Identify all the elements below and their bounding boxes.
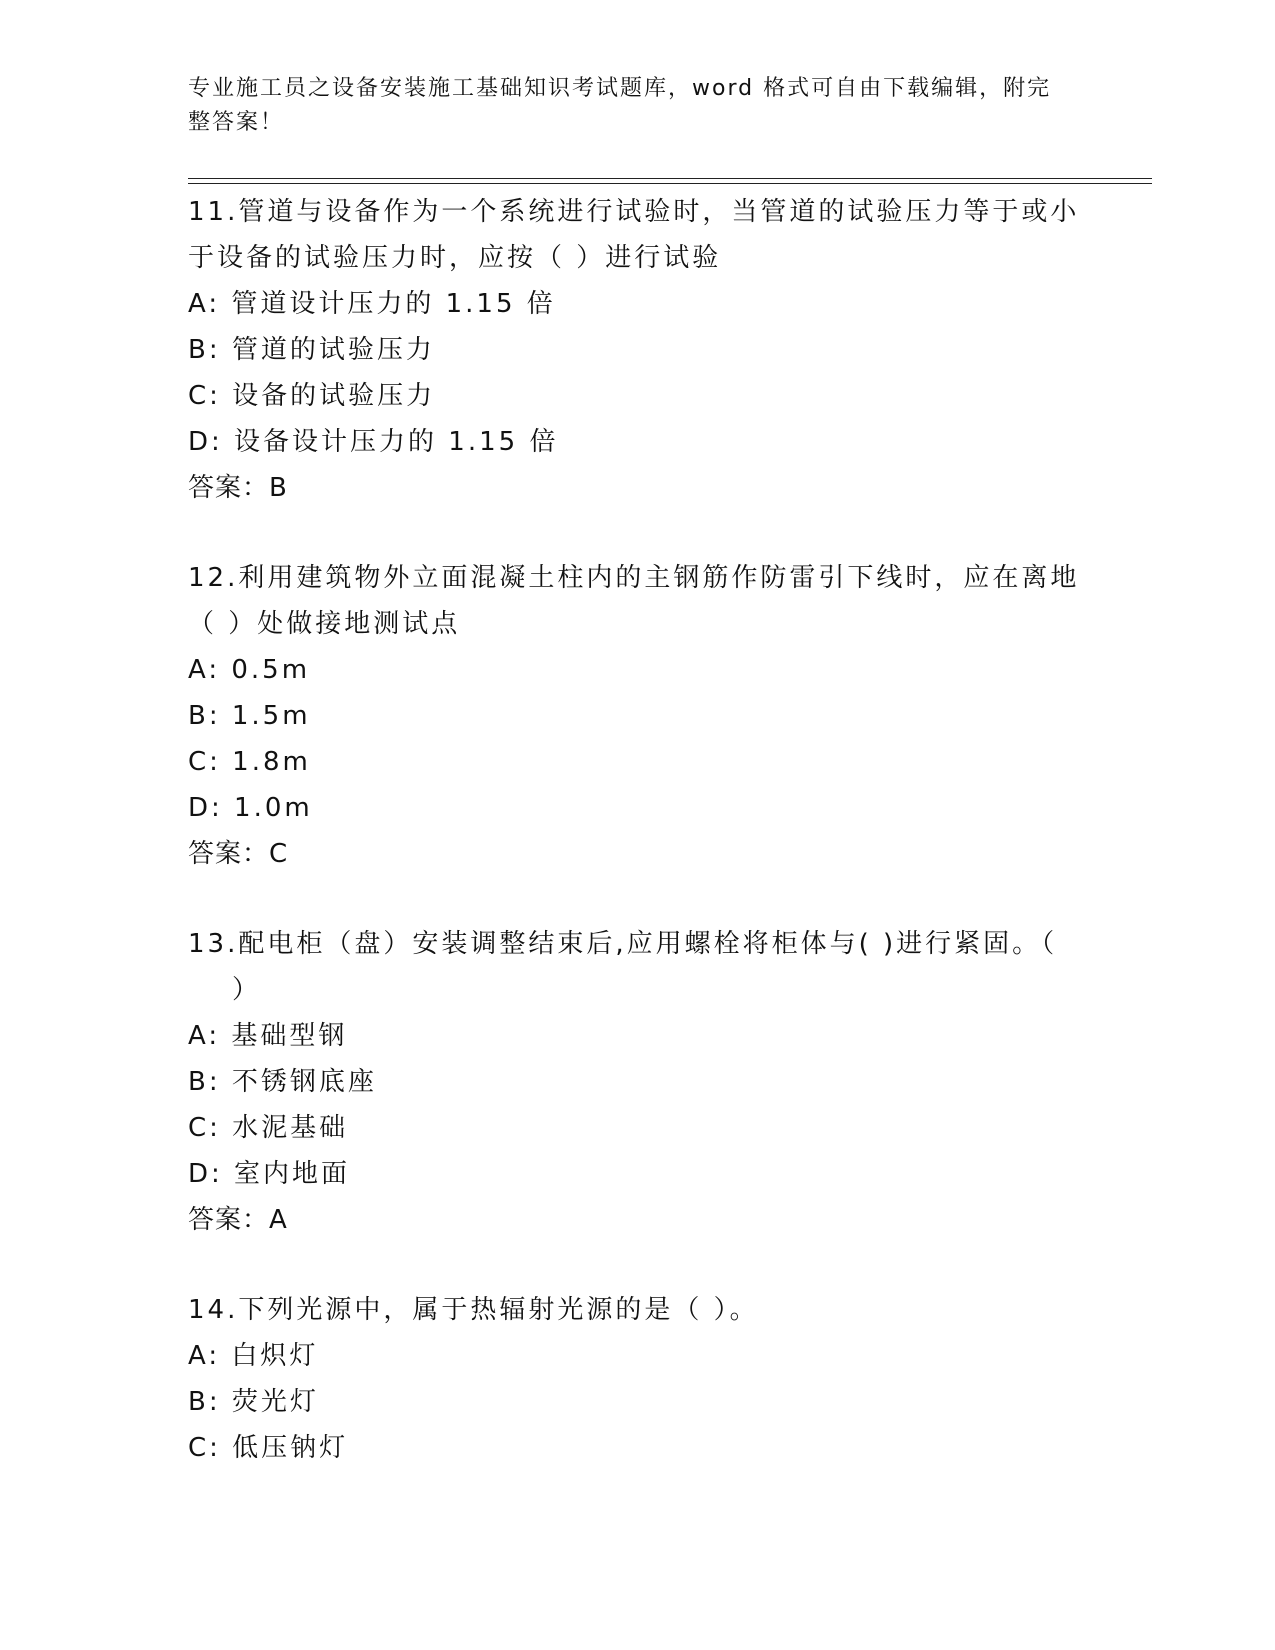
option-a: A: 基础型钢 <box>188 1021 348 1051</box>
answer: 答案：B <box>188 473 288 503</box>
option-c: C: 低压钠灯 <box>188 1433 349 1463</box>
option-b: B: 不锈钢底座 <box>188 1067 377 1097</box>
question-stem-line1: 14.下列光源中，属于热辐射光源的是（ ）。 <box>188 1295 759 1325</box>
option-c: C: 1.8m <box>188 747 311 777</box>
question-11 <box>188 189 1088 511</box>
question-13 <box>188 921 1088 1243</box>
question-14 <box>188 1287 1088 1471</box>
option-b: B: 荧光灯 <box>188 1387 319 1417</box>
option-b: B: 1.5m <box>188 701 311 731</box>
option-d: D: 1.0m <box>188 793 313 823</box>
option-d: D: 室内地面 <box>188 1159 351 1189</box>
question-stem-line2: （ ）处做接地测试点 <box>188 609 461 639</box>
header-divider-bottom <box>188 183 1152 184</box>
answer: 答案：A <box>188 1205 288 1235</box>
option-c: C: 设备的试验压力 <box>188 381 436 411</box>
document-header: 专业施工员之设备安装施工基础知识考试题库，word 格式可自由下载编辑，附完整答案！ <box>188 76 1052 135</box>
option-d: D: 设备设计压力的 1.15 倍 <box>188 427 559 457</box>
header-divider-top <box>188 178 1152 179</box>
question-stem-line1: 13.配电柜（盘）安装调整结束后,应用螺栓将柜体与( )进行紧固。（ <box>188 929 1058 959</box>
question-stem-line1: 12.利用建筑物外立面混凝土柱内的主钢筋作防雷引下线时，应在离地 <box>188 563 1080 593</box>
question-12 <box>188 555 1088 877</box>
option-a: A: 管道设计压力的 1.15 倍 <box>188 289 556 319</box>
answer: 答案：C <box>188 839 289 869</box>
question-stem-line2: ） <box>232 975 262 1005</box>
question-stem-line1: 11.管道与设备作为一个系统进行试验时，当管道的试验压力等于或小 <box>188 197 1080 227</box>
option-a: A: 0.5m <box>188 655 311 685</box>
option-c: C: 水泥基础 <box>188 1113 349 1143</box>
option-b: B: 管道的试验压力 <box>188 335 435 365</box>
option-a: A: 白炽灯 <box>188 1341 319 1371</box>
question-stem-line2: 于设备的试验压力时，应按（ ）进行试验 <box>188 243 722 273</box>
